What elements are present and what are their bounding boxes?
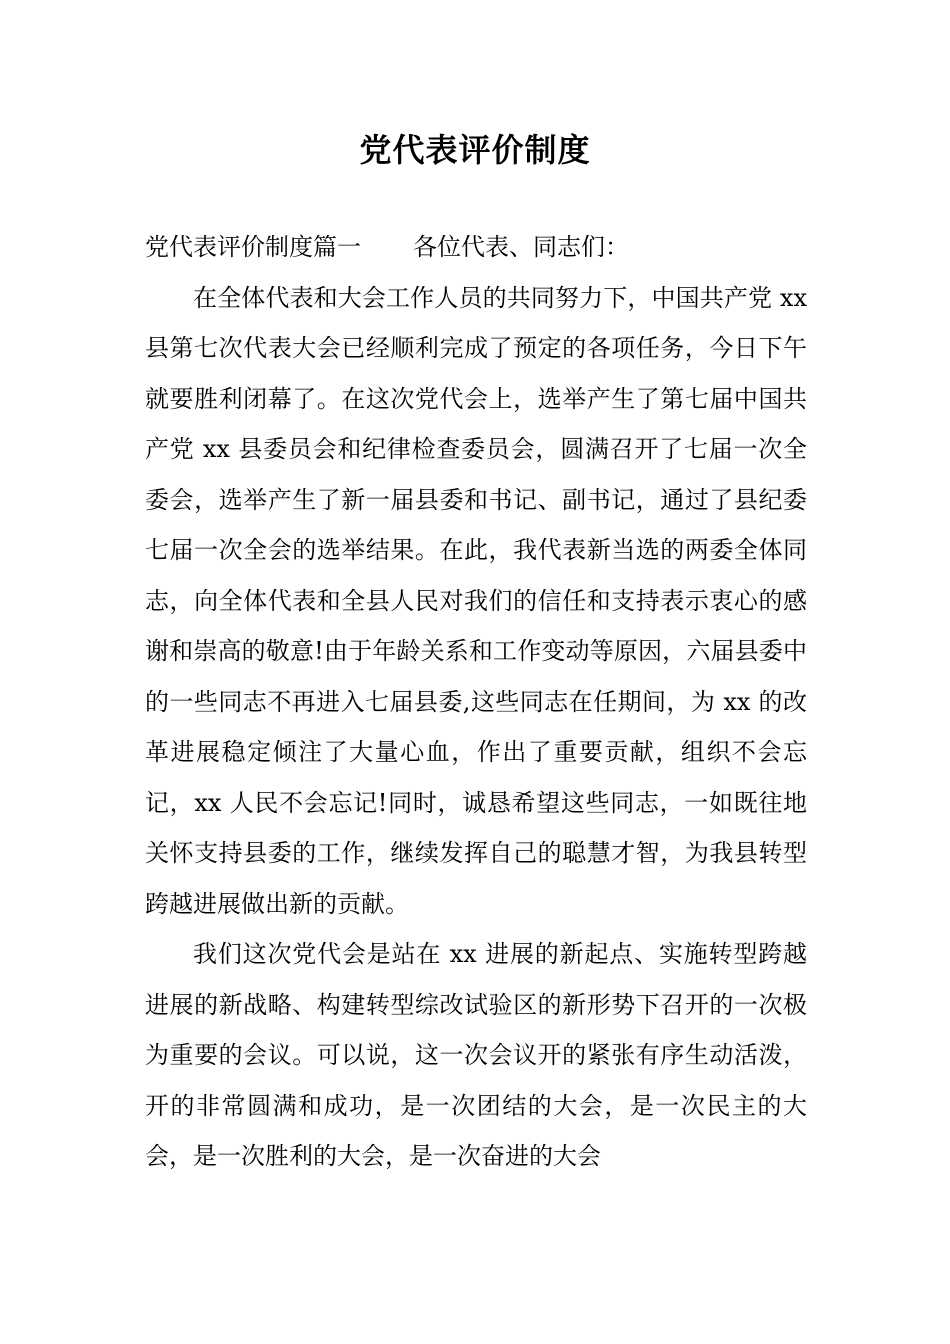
intro-line <box>145 222 807 273</box>
section-label: 党代表评价制度篇一 <box>145 233 361 261</box>
document-title: 党代表评价制度 <box>359 131 591 169</box>
paragraph: 在全体代表和大会工作人员的共同努力下，中国共产党 xx 县第七次代表大会已经顺利完成了预定的各项任务，今日下午就要胜利闭幕了。在这次党代会上，选举产生了第七届中国共产党 xx 县委员会和纪律检查委员会，圆满召开了七届一次全委会，选举产生了新一届县委和书记、副书记，通过了县纪委七届一次全会的选举结果。在此，我代表新当选的两委全体同志，向全体代表和全县人民对我们的信任和支持表示衷心的感谢和崇高的敬意!由于年龄关系和工作变动等原因，六届县委中的一些同志不再进入七届县委,这些同志在任期间，为 xx 的改革进展稳定倾注了大量心血，作出了重要贡献，组织不会忘记，xx 人民不会忘记!同时，诚恳希望这些同志，一如既往地关怀支持县委的工作，继续发挥自己的聪慧才智，为我县转型跨越进展做出新的贡献。 <box>145 283 807 918</box>
document-body <box>145 222 807 1182</box>
salutation: 各位代表、同志们： <box>413 233 629 261</box>
paragraph: 我们这次党代会是站在 xx 进展的新起点、实施转型跨越进展的新战略、构建转型综改试验区的新形势下召开的一次极为重要的会议。可以说，这一次会议开的紧张有序生动活泼，开的非常圆满和成功，是一次团结的大会，是一次民主的大会，是一次胜利的大会，是一次奋进的大会 <box>145 940 807 1170</box>
